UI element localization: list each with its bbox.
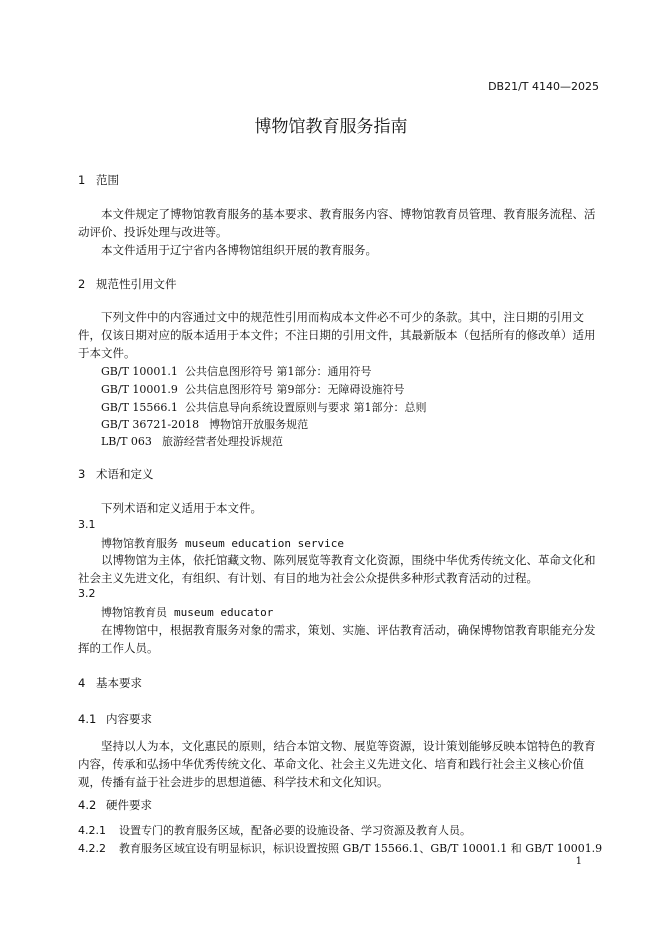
- section-number: 2: [78, 277, 86, 291]
- document-code: DB21/T 4140—2025: [488, 80, 599, 93]
- term-cn: 博物馆教育服务: [101, 537, 178, 550]
- reference-item: [101, 433, 283, 449]
- section-title: 范围: [96, 173, 119, 187]
- reference-title: 博物馆开放服务规范: [209, 418, 309, 431]
- term-definition: 以博物馆为主体，依托馆藏文物、陈列展览等教育文化资源，围绕中华优秀传统文化、革命文化和社会主义先进文化，有组织、有计划、有目的地为社会公众提供多种形式教育活动的过程。: [78, 553, 596, 585]
- subsection-number: 4.2: [78, 798, 97, 812]
- subsection-number: 4.1: [78, 712, 97, 726]
- section-2-paragraph-1: 下列文件中的内容通过文中的规范性引用而构成本文件必不可少的条款。其中，注日期的引用文件，仅该日期对应的版本适用于本文件；不注日期的引用文件，其最新版本（包括所有的修改单）适用于本文件。: [78, 310, 596, 360]
- section-title: 基本要求: [96, 676, 142, 690]
- section-1-heading: [78, 172, 119, 188]
- section-1-paragraph-1: 本文件规定了博物馆教育服务的基本要求、教育服务内容、博物馆教育员管理、教育服务流程、活动评价、投诉处理与改进等。: [78, 207, 596, 239]
- section-2-heading: [78, 276, 177, 292]
- section-title: 规范性引用文件: [96, 277, 177, 291]
- term-definition: 在博物馆中，根据教育服务对象的需求，策划、实施、评估教育活动，确保博物馆教育职能充分发挥的工作人员。: [78, 623, 596, 655]
- section-number: 1: [78, 173, 86, 187]
- clause-text: 教育服务区域宜设有明显标识，标识设置按照 GB/T 15566.1、GB/T 10001.1 和 GB/T 10001.9: [119, 842, 603, 855]
- reference-title: 旅游经营者处理投诉规范: [161, 435, 283, 448]
- page-number: 1: [575, 856, 582, 867]
- reference-item: [101, 363, 372, 379]
- reference-item: [101, 381, 405, 397]
- reference-title: 公共信息图形符号 第1部分：通用符号: [185, 365, 372, 378]
- reference-code: GB/T 10001.9: [101, 383, 178, 396]
- reference-item: [101, 416, 308, 432]
- subsection-4-1-paragraph: 坚持以人为本，文化惠民的原则，结合本馆文物、展览等资源，设计策划能够反映本馆特色的教育内容，传承和弘扬中华优秀传统文化、革命文化、社会主义先进文化、培育和践行社会主义核心价值观，传播有益于社会进步的思想道德、科学技术和文化知识。: [78, 739, 596, 789]
- reference-code: LB/T 063: [101, 435, 152, 448]
- reference-item: [101, 399, 427, 415]
- section-1-paragraph-2: 本文件适用于辽宁省内各博物馆组织开展的教育服务。: [101, 243, 377, 257]
- reference-title: 公共信息导向系统设置原则与要求 第1部分：总则: [185, 401, 427, 414]
- subsection-4-2-heading: [78, 797, 152, 813]
- section-3-intro: 下列术语和定义适用于本文件。: [101, 501, 262, 515]
- term-en: museum educator: [174, 606, 274, 619]
- section-number: 3: [78, 467, 86, 481]
- term-en: museum education service: [185, 537, 344, 550]
- section-4-heading: [78, 675, 142, 691]
- reference-code: GB/T 15566.1: [101, 401, 178, 414]
- section-title: 术语和定义: [96, 467, 154, 481]
- term-heading: [101, 535, 344, 551]
- subsection-title: 硬件要求: [106, 798, 152, 812]
- clause-text: 设置专门的教育服务区域，配备必要的设施设备、学习资源及教育人员。: [119, 824, 471, 837]
- subsection-4-1-heading: [78, 711, 152, 727]
- clause-item: [78, 822, 471, 838]
- term-heading: [101, 604, 273, 620]
- document-title: 博物馆教育服务指南: [254, 117, 408, 137]
- reference-title: 公共信息图形符号 第9部分：无障碍设施符号: [185, 383, 405, 396]
- subsection-title: 内容要求: [106, 712, 152, 726]
- reference-code: GB/T 10001.1: [101, 365, 178, 378]
- term-cn: 博物馆教育员: [101, 606, 167, 619]
- term-number: 3.1: [78, 518, 96, 531]
- section-number: 4: [78, 676, 86, 690]
- section-3-heading: [78, 466, 154, 482]
- clause-number: 4.2.1: [78, 824, 106, 837]
- reference-code: GB/T 36721-2018: [101, 418, 200, 431]
- term-number: 3.2: [78, 587, 96, 600]
- clause-number: 4.2.2: [78, 842, 106, 855]
- clause-item: [78, 840, 602, 856]
